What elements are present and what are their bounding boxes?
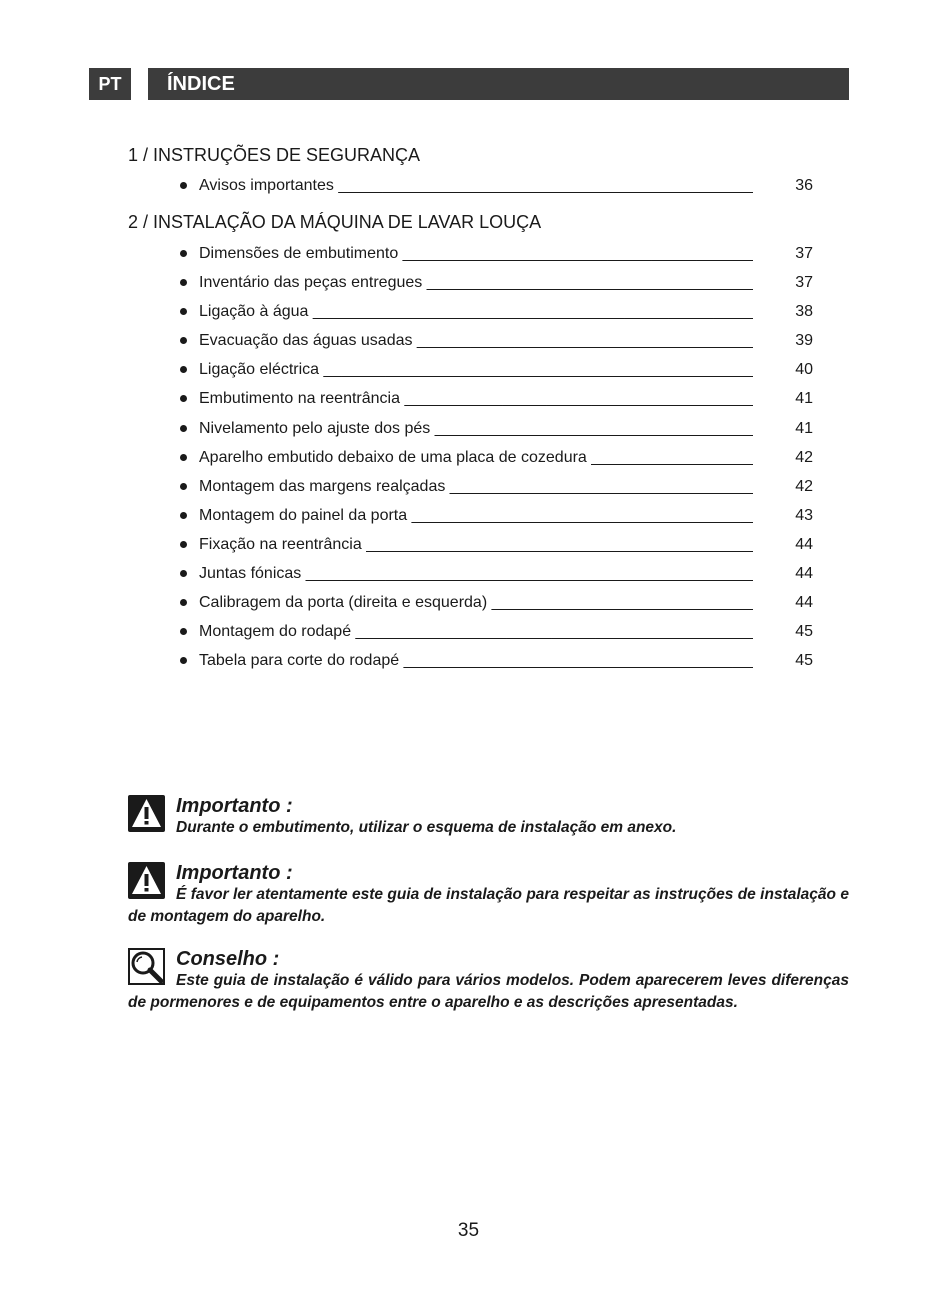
bullet-icon — [180, 395, 187, 402]
toc-item-label: Montagem do painel da porta _____ — [199, 507, 753, 525]
toc-item-page: 44 — [795, 594, 813, 612]
toc-item-page: 45 — [795, 652, 813, 670]
note-text: Este guia de instalação é válido para vários modelos. Podem aparecerem leves diferenças de pormenores e de equipamentos entre o aparelho e as descrições apresentadas. — [128, 972, 849, 1011]
toc-item[interactable] — [180, 536, 815, 565]
toc-item-label: Juntas fónicas _____ — [199, 565, 753, 583]
note-title: Conselho : — [176, 948, 280, 970]
language-tag: PT — [89, 68, 131, 100]
toc-item-page: 42 — [795, 477, 813, 495]
section-title-safety: 1 / INSTRUÇÕES DE SEGURANÇA — [128, 145, 421, 165]
toc-item-label: Ligação à água _____ — [199, 303, 753, 321]
bullet-icon — [180, 337, 187, 344]
toc-item-label: Dimensões de embutimento _____ — [199, 245, 753, 263]
section-title-installation: 2 / INSTALAÇÃO DA MÁQUINA DE LAVAR LOUÇA — [128, 212, 542, 232]
toc-item-label: Inventário das peças entregues _____ — [199, 274, 753, 292]
toc-item[interactable] — [180, 594, 815, 623]
note-text: É favor ler atentamente este guia de instalação para respeitar as instruções de instalação e de montagem do aparelho. — [128, 886, 849, 925]
toc-item-label: Evacuação das águas usadas _____ — [199, 332, 753, 350]
page-number: 35 — [457, 1220, 480, 1241]
toc-item-page: 37 — [795, 274, 813, 292]
bullet-icon — [180, 570, 187, 577]
toc-item[interactable] — [180, 565, 815, 594]
bullet-icon — [180, 182, 187, 189]
toc-item[interactable] — [180, 507, 815, 536]
bullet-icon — [180, 250, 187, 257]
bullet-icon — [180, 279, 187, 286]
toc-item-page: 39 — [795, 332, 813, 350]
toc-item[interactable] — [180, 245, 815, 274]
toc-item-page: 41 — [795, 390, 813, 408]
note-text: Durante o embutimento, utilizar o esquema de instalação em anexo. — [176, 819, 677, 836]
toc-item[interactable] — [180, 274, 815, 303]
toc-item-page: 37 — [795, 245, 813, 262]
note-important-2 — [128, 862, 849, 932]
toc-item-label: Aparelho embutido debaixo de uma placa de cozedura _____ — [199, 449, 753, 467]
toc-item[interactable] — [180, 361, 815, 390]
toc-item-page: 44 — [795, 535, 813, 553]
toc-item[interactable] — [180, 303, 815, 332]
note-title: Importanto : — [176, 862, 293, 884]
note-important-1 — [128, 795, 849, 845]
toc-item-page: 42 — [795, 448, 813, 466]
toc-item[interactable] — [180, 623, 815, 652]
toc-item-label: Embutimento na reentrância _____ — [199, 390, 753, 408]
bullet-icon — [180, 483, 187, 490]
toc-item-label: Calibragem da porta (direita e esquerda) _____ — [199, 594, 753, 612]
toc-item-page: 45 — [795, 623, 813, 641]
toc-item[interactable] — [180, 177, 815, 206]
toc-item[interactable] — [180, 332, 815, 361]
toc-item-page: 36 — [795, 177, 813, 194]
toc-item[interactable] — [180, 652, 815, 681]
toc-item-label: Avisos importantes _____ — [199, 177, 753, 195]
toc-item-label: Ligação eléctrica _____ — [199, 361, 753, 379]
bullet-icon — [180, 628, 187, 635]
note-title: Importanto : — [176, 795, 293, 817]
toc-item-page: 43 — [795, 506, 813, 524]
page-title: ÍNDICE — [148, 68, 849, 100]
toc-list-safety — [180, 177, 815, 206]
bullet-icon — [180, 512, 187, 519]
bullet-icon — [180, 599, 187, 606]
toc-item-page: 40 — [795, 361, 813, 379]
bullet-icon — [180, 366, 187, 373]
toc-item[interactable] — [180, 449, 815, 478]
toc-item-page: 41 — [795, 419, 813, 437]
bullet-icon — [180, 425, 187, 432]
bullet-icon — [180, 308, 187, 315]
toc-item-page: 38 — [795, 303, 813, 321]
toc-list-installation — [180, 245, 815, 681]
bullet-icon — [180, 541, 187, 548]
toc-item-label: Montagem do rodapé _____ — [199, 623, 753, 641]
toc-item[interactable] — [180, 390, 815, 419]
toc-item-page: 44 — [795, 565, 813, 583]
toc-item-label: Tabela para corte do rodapé _____ — [199, 652, 753, 670]
toc-item[interactable] — [180, 478, 815, 507]
bullet-icon — [180, 454, 187, 461]
toc-item-label: Montagem das margens realçadas _____ — [199, 478, 753, 496]
toc-item-label: Nivelamento pelo ajuste dos pés _____ — [199, 420, 753, 438]
bullet-icon — [180, 657, 187, 664]
note-advice — [128, 948, 849, 1038]
toc-item[interactable] — [180, 420, 815, 449]
toc-item-label: Fixação na reentrância _____ — [199, 536, 753, 554]
